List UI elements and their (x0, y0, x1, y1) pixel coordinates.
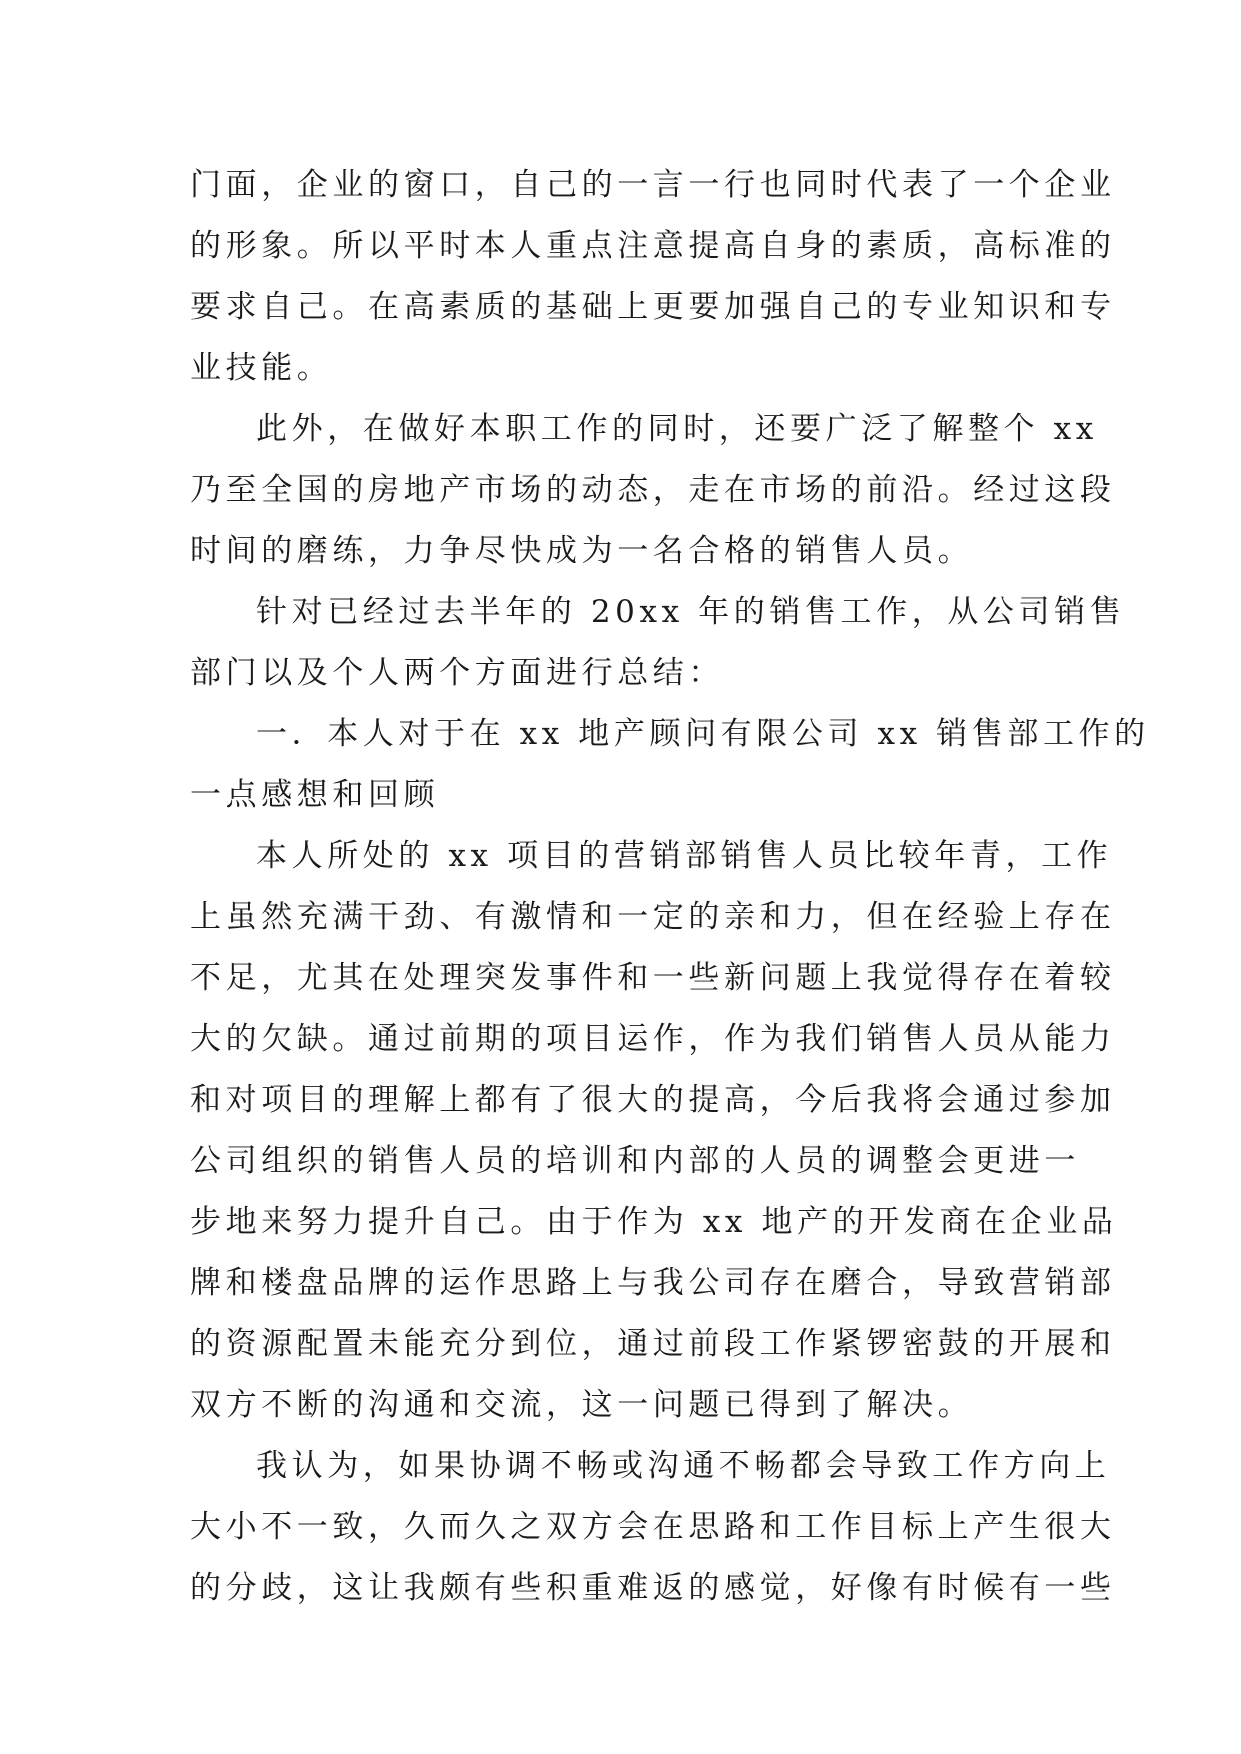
text-line: 上虽然充满干劲、有激情和一定的亲和力，但在经验上存在 (190, 899, 1116, 935)
text-line: 时间的磨练，力争尽快成为一名合格的销售人员。 (190, 533, 974, 569)
text-line: 的资源配置未能充分到位，通过前段工作紧锣密鼓的开展和 (190, 1326, 1116, 1362)
text-line: 步地来努力提升自己。由于作为 xx 地产的开发商在企业品 (190, 1204, 1118, 1240)
text-line: 部门以及个人两个方面进行总结： (190, 655, 724, 691)
text-line: 一．本人对于在 xx 地产顾问有限公司 xx 销售部工作的 (256, 716, 1150, 752)
text-line: 一点感想和回顾 (190, 777, 440, 813)
text-line: 大的欠缺。通过前期的项目运作，作为我们销售人员从能力 (190, 1021, 1116, 1057)
text-line: 和对项目的理解上都有了很大的提高，今后我将会通过参加 (190, 1082, 1116, 1118)
text-line: 牌和楼盘品牌的运作思路上与我公司存在磨合，导致营销部 (190, 1265, 1116, 1301)
text-line: 本人所处的 xx 项目的营销部销售人员比较年青，工作 (256, 838, 1113, 874)
text-line: 大小不一致，久而久之双方会在思路和工作目标上产生很大 (190, 1509, 1116, 1545)
text-line: 的形象。所以平时本人重点注意提高自身的素质，高标准的 (190, 228, 1116, 264)
document-body (190, 155, 1150, 1619)
text-line: 我认为，如果协调不畅或沟通不畅都会导致工作方向上 (256, 1448, 1111, 1484)
text-line: 不足，尤其在处理突发事件和一些新问题上我觉得存在着较 (190, 960, 1116, 996)
text-line: 此外，在做好本职工作的同时，还要广泛了解整个 xx (256, 411, 1098, 447)
text-line: 业技能。 (190, 350, 333, 386)
text-line: 门面，企业的窗口，自己的一言一行也同时代表了一个企业 (190, 167, 1116, 203)
text-line: 要求自己。在高素质的基础上更要加强自己的专业知识和专 (190, 289, 1116, 325)
text-line: 乃至全国的房地产市场的动态，走在市场的前沿。经过这段 (190, 472, 1116, 508)
text-line: 公司组织的销售人员的培训和内部的人员的调整会更进一 (190, 1143, 1080, 1179)
text-line: 针对已经过去半年的 20xx 年的销售工作，从公司销售 (256, 594, 1126, 630)
text-line: 的分歧，这让我颇有些积重难返的感觉，好像有时候有一些 (190, 1570, 1116, 1606)
text-line: 双方不断的沟通和交流，这一问题已得到了解决。 (190, 1387, 974, 1423)
